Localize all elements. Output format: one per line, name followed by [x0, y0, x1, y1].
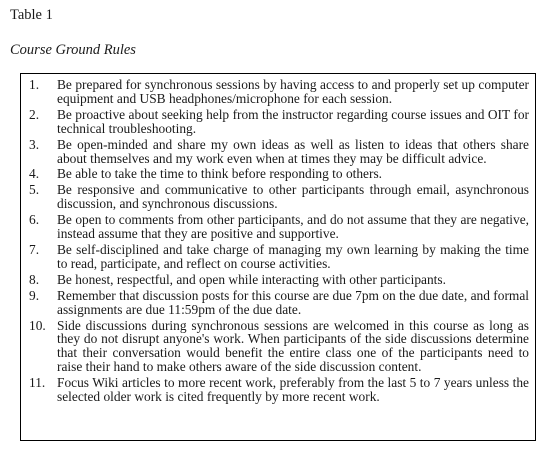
rule-item-6: [29, 213, 529, 241]
rule-text: Be honest, respectful, and open while interacting with other participants.: [57, 271, 446, 287]
rule-number: 3.: [29, 136, 40, 152]
rule-text: Focus Wiki articles to more recent work, preferably from the last 5 to 7 years unless the selected older work is cited frequently by more recent work.: [57, 375, 529, 405]
rule-text: Be proactive about seeking help from the instructor regarding course issues and OIT for technical troubleshooting.: [57, 106, 529, 136]
rule-item-10: [29, 319, 529, 375]
rule-text: Be prepared for synchronous sessions by having access to and properly set up computer equipment and USB headphones/microphone for each session.: [57, 77, 529, 106]
rule-text: Side discussions during synchronous sessions are welcomed in this course as long as they do not disrupt anyone's work. When participants of the side discussions determine that their conversation would benefit the entire class one of the participants need to raise their hand to make others aware of the side discussion content.: [57, 317, 529, 375]
table-label: Table 1: [10, 7, 53, 23]
rule-item-4: [29, 167, 529, 181]
rule-number: 4.: [29, 166, 40, 182]
table-caption: Course Ground Rules: [10, 42, 136, 58]
ground-rules-list: [29, 78, 529, 404]
rule-number: 7.: [29, 241, 40, 257]
rule-text: Be open-minded and share my own ideas as well as listen to ideas that others share about themselves and my work even when at times they may be difficult advice.: [57, 136, 529, 166]
rule-item-3: [29, 138, 529, 166]
rule-number: 10.: [29, 317, 46, 333]
ground-rules-table: [20, 73, 536, 441]
rule-number: 11.: [29, 375, 46, 391]
rule-item-11: [29, 376, 529, 404]
rule-number: 1.: [29, 77, 40, 92]
rule-number: 2.: [29, 106, 40, 122]
rule-item-2: [29, 108, 529, 136]
rule-text: Be responsive and communicative to other participants through email, asynchronous discussion, and synchronous discussions.: [57, 182, 529, 212]
rule-text: Be self-disciplined and take charge of managing my own learning by making the time to read, participate, and reflect on course activities.: [57, 241, 529, 271]
rule-number: 9.: [29, 287, 40, 303]
rule-item-7: [29, 243, 529, 271]
rule-number: 5.: [29, 182, 40, 198]
rule-text: Remember that discussion posts for this course are due 7pm on the due date, and formal assignments are due 11:59pm of the due date.: [57, 287, 529, 317]
rule-item-5: [29, 183, 529, 211]
rule-text: Be open to comments from other participants, and do not assume that they are negative, instead assume that they are positive and supportive.: [57, 212, 529, 242]
rule-item-8: [29, 273, 529, 287]
rule-item-1: [29, 78, 529, 106]
rule-item-9: [29, 289, 529, 317]
rule-text: Be able to take the time to think before responding to others.: [57, 166, 383, 182]
rule-number: 6.: [29, 212, 40, 228]
rule-number: 8.: [29, 271, 40, 287]
